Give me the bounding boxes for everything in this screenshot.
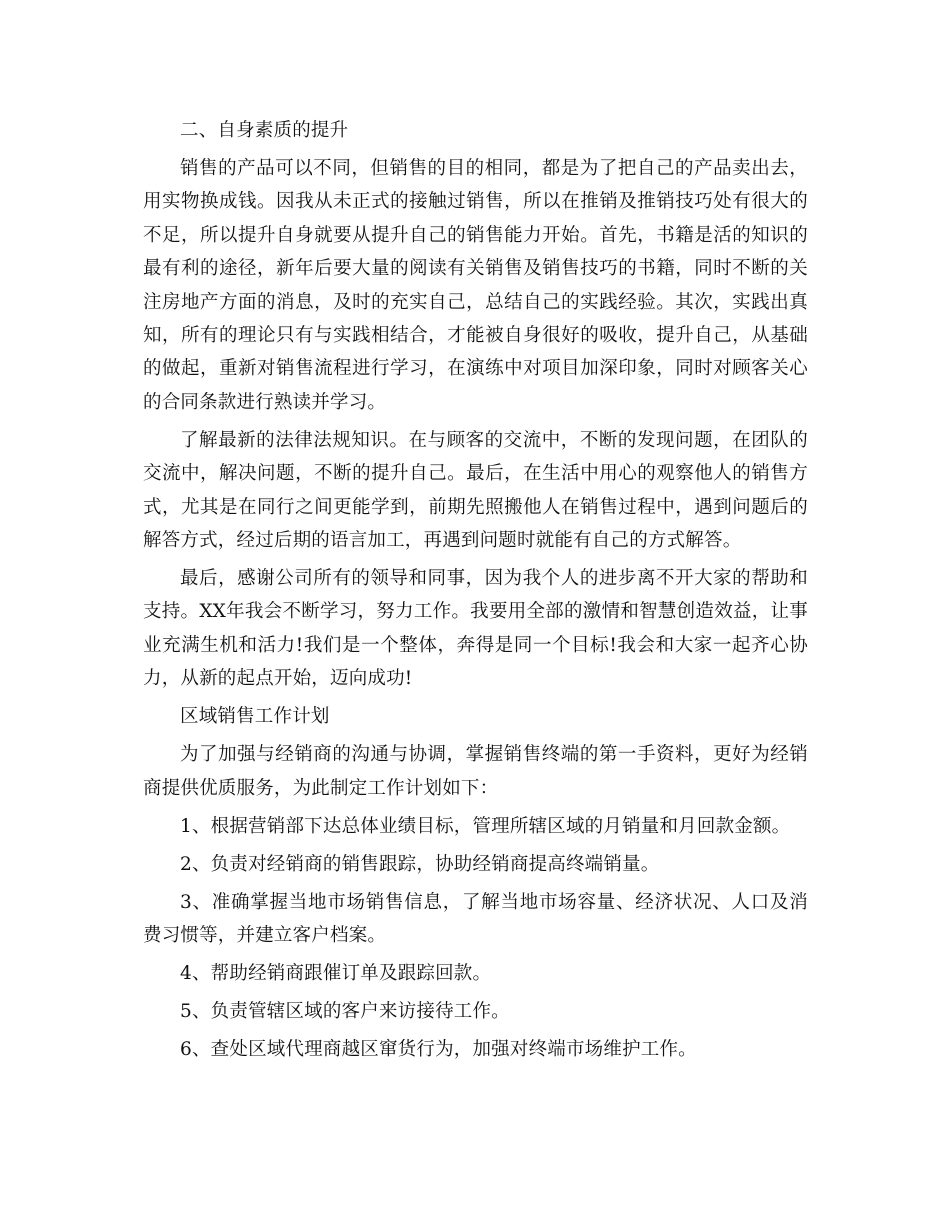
paragraph-legal-knowledge: 了解最新的法律法规知识。在与顾客的交流中，不断的发现问题，在团队的交流中，解决问题，不断的提升自己。最后，在生活中用心的观察他人的销售方式，尤其是在同行之间更能学到，前期先照搬他人在销售过程中，遇到问题后的解答方式，经过后期的语言加工，再遇到问题时就能有自己的方式解答。 [143, 429, 808, 552]
list-item-2: 2、负责对经销商的销售跟踪，协助经销商提高终端销量。 [180, 853, 660, 875]
paragraph-plan-intro: 为了加强与经销商的沟通与协调，掌握销售终端的第一手资料，更好为经销商提供优质服务，为此制定工作计划如下： [143, 744, 808, 799]
section-heading-regional-plan: 区域销售工作计划 [180, 706, 330, 728]
list-item-1: 1、根据营销部下达总体业绩目标，管理所辖区域的月销量和月回款金额。 [180, 815, 791, 837]
list-item-4: 4、帮助经销商跟催订单及跟踪回款。 [180, 963, 492, 985]
list-item-5: 5、负责管辖区域的客户来访接待工作。 [180, 1001, 510, 1023]
document-page [143, 114, 808, 1067]
list-item-3: 3、准确掌握当地市场销售信息，了解当地市场容量、经济状况、人口及消费习惯等，并建立客户档案。 [143, 891, 808, 947]
paragraph-sales-skills: 销售的产品可以不同，但销售的目的相同，都是为了把自己的产品卖出去，用实物换成钱。因我从未正式的接触过销售，所以在推销及推销技巧处有很大的不足，所以提升自身就要从提升自己的销售能力开始。首先，书籍是活的知识的最有利的途径，新年后要大量的阅读有关销售及销售技巧的书籍，同时不断的关注房地产方面的消息，及时的充实自己，总结自己的实践经验。其次，实践出真知，所有的理论只有与实践相结合，才能被自身很好的吸收，提升自己，从基础的做起，重新对销售流程进行学习，在演练中对项目加深印象，同时对顾客关心的合同条款进行熟读并学习。 [143, 158, 808, 413]
section-heading-self-improvement: 二、自身素质的提升 [180, 120, 349, 141]
list-item-6: 6、查处区域代理商越区窜货行为，加强对终端市场维护工作。 [180, 1039, 697, 1061]
paragraph-thanks: 最后，感谢公司所有的领导和同事，因为我个人的进步离不开大家的帮助和支持。XX年我会不断学习，努力工作。我要用全部的激情和智慧创造效益，让事业充满生机和活力!我们是一个整体，奔得是同一个目标!我会和大家一起齐心协力，从新的起点开始，迈向成功! [143, 568, 808, 690]
